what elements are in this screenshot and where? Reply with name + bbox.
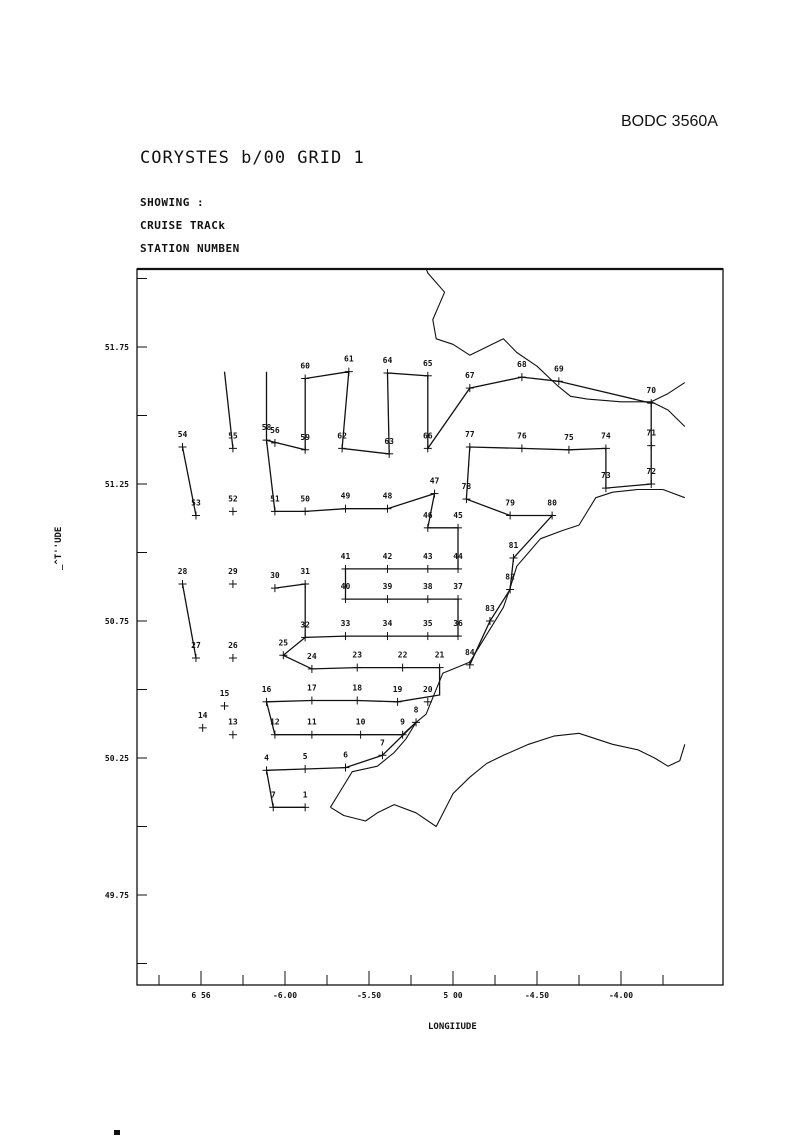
station-45 xyxy=(453,511,463,532)
station-label: 42 xyxy=(382,551,393,561)
x-tick-label: 6 56 xyxy=(191,991,211,1000)
station-label: 17 xyxy=(307,683,317,693)
station-28 xyxy=(178,567,188,588)
station-34 xyxy=(383,619,393,640)
station-37 xyxy=(453,582,463,603)
y-axis-title: _^T''UDE xyxy=(54,526,64,570)
station-label: 7 xyxy=(380,738,385,748)
station-76 xyxy=(517,431,527,452)
station-14 xyxy=(198,711,208,732)
station-19 xyxy=(393,685,403,706)
station-label: 39 xyxy=(382,582,393,592)
station-label: 25 xyxy=(278,638,289,648)
station-label: 28 xyxy=(177,567,188,577)
station-label: 59 xyxy=(300,432,310,442)
station-label: 53 xyxy=(191,498,201,508)
cruise-track xyxy=(183,372,652,808)
y-tick-label: 50.25 xyxy=(104,754,129,763)
station-65 xyxy=(423,359,433,380)
coastline-segment xyxy=(330,490,684,808)
station-39 xyxy=(383,582,393,603)
station-51 xyxy=(270,494,280,515)
station-label: 1 xyxy=(302,790,308,800)
station-label: 64 xyxy=(382,356,393,366)
station-label: 73 xyxy=(601,471,611,481)
station-12 xyxy=(270,718,280,739)
station-30 xyxy=(270,571,280,592)
station-label: 30 xyxy=(270,571,280,581)
station-label: 43 xyxy=(422,551,433,561)
station-label: 58 xyxy=(261,423,272,433)
station-22 xyxy=(398,651,408,672)
station-label: 15 xyxy=(219,688,230,698)
station-label: 31 xyxy=(300,567,310,577)
station-81 xyxy=(509,541,519,562)
y-tick-label: 51.25 xyxy=(104,480,129,489)
station-label: 9 xyxy=(400,717,406,727)
station-10 xyxy=(356,718,366,739)
station-label: 71 xyxy=(646,428,657,438)
station-label: 26 xyxy=(228,640,238,650)
station-label: 22 xyxy=(397,650,408,660)
station-21 xyxy=(435,651,445,672)
station-label: 62 xyxy=(337,431,347,441)
station-label: 19 xyxy=(392,684,403,694)
station-35 xyxy=(423,619,433,640)
station-label: 32 xyxy=(300,620,310,630)
station-label: 21 xyxy=(434,650,445,660)
station-label: 33 xyxy=(340,619,351,629)
station-label: 49 xyxy=(340,491,351,501)
station-label: 23 xyxy=(352,650,363,660)
station-42 xyxy=(383,552,393,573)
station-label: 45 xyxy=(453,510,463,520)
station-label: 5 xyxy=(302,751,308,761)
station-label: 52 xyxy=(228,494,238,504)
station-55 xyxy=(228,431,238,452)
station-label: 75 xyxy=(564,432,574,442)
station-41 xyxy=(341,552,351,573)
station-79 xyxy=(505,499,515,520)
station-label: 80 xyxy=(547,498,557,508)
station-label: 68 xyxy=(517,360,527,370)
y-tick-label: 50.75 xyxy=(104,617,129,626)
legend-line-3: STATION NUMBEN xyxy=(140,242,240,255)
legend-line-1: SHOWING : xyxy=(140,196,205,209)
station-label: 14 xyxy=(197,710,208,720)
station-label: 4 xyxy=(264,753,269,763)
station-4 xyxy=(263,753,271,774)
station-27 xyxy=(191,641,201,662)
station-label: 35 xyxy=(422,619,433,629)
coastline-segment xyxy=(651,402,685,427)
station-label: 74 xyxy=(601,431,611,441)
station-8 xyxy=(412,705,420,726)
station-label: 84 xyxy=(464,647,475,657)
station-label: 34 xyxy=(382,619,393,629)
station-26 xyxy=(228,641,238,662)
station-label: 13 xyxy=(228,717,238,727)
station-23 xyxy=(352,651,362,672)
reference-code: BODC 3560A xyxy=(621,113,718,130)
y-tick-label: 49.75 xyxy=(104,891,129,900)
station-label: 66 xyxy=(422,431,433,441)
x-tick-label: -4.00 xyxy=(608,991,634,1000)
station-label: 18 xyxy=(352,683,363,693)
corner-mark xyxy=(114,1130,120,1135)
map-title: CORYSTES b/00 GRID 1 xyxy=(140,148,365,168)
station-label: 29 xyxy=(228,567,238,577)
x-tick-label: -4.50 xyxy=(524,991,550,1000)
station-label: 51 xyxy=(270,494,280,504)
station-17 xyxy=(307,683,317,704)
station-5 xyxy=(301,752,309,773)
station-label: 27 xyxy=(191,640,201,650)
station-label: 24 xyxy=(307,651,317,661)
station-label: 65 xyxy=(422,358,433,368)
station-label: 8 xyxy=(413,705,419,715)
x-tick-label: -5.50 xyxy=(356,991,382,1000)
station-label: 77 xyxy=(464,430,475,440)
station-50 xyxy=(300,494,310,515)
station-label: 63 xyxy=(384,436,394,446)
station-label: 83 xyxy=(485,604,495,613)
station-label: 82 xyxy=(505,572,515,582)
station-33 xyxy=(341,619,351,640)
station-67 xyxy=(465,371,475,392)
station-43 xyxy=(423,552,433,573)
station-7 xyxy=(269,790,277,811)
x-axis-title: LONGIIUDE xyxy=(428,1022,477,1032)
station-label: 70 xyxy=(646,386,657,396)
station-label: 61 xyxy=(344,354,354,364)
x-tick-label: 5 00 xyxy=(443,991,463,1000)
station-label: 60 xyxy=(300,361,310,371)
station-label: 20 xyxy=(422,684,433,694)
station-label: 47 xyxy=(429,476,440,486)
station-label: 54 xyxy=(177,430,188,440)
station-9 xyxy=(399,718,407,739)
station-52 xyxy=(228,494,238,515)
station-46 xyxy=(423,511,433,532)
station-25 xyxy=(278,638,288,659)
station-label: 38 xyxy=(422,582,433,592)
station-label: 78 xyxy=(461,482,472,492)
station-label: 67 xyxy=(464,371,475,381)
station-label: 36 xyxy=(453,619,463,629)
station-label: 6 xyxy=(343,750,348,760)
station-13 xyxy=(228,718,238,739)
station-75 xyxy=(564,433,574,454)
station-label: 50 xyxy=(300,494,310,504)
station-24 xyxy=(307,652,317,673)
station-label: 69 xyxy=(554,364,564,374)
station-label: 7 xyxy=(270,790,276,800)
y-tick-label: 51.75 xyxy=(104,343,129,352)
station-label: 48 xyxy=(382,491,393,501)
station-label: 37 xyxy=(453,582,463,592)
station-label: 79 xyxy=(505,498,515,508)
station-1 xyxy=(301,790,309,811)
station-label: 11 xyxy=(307,717,317,727)
legend-line-2: CRUISE TRACk xyxy=(140,219,226,232)
stations xyxy=(178,355,657,812)
station-label: 44 xyxy=(453,551,463,561)
station-38 xyxy=(423,582,433,603)
station-6 xyxy=(341,751,349,772)
coastline-segment xyxy=(330,733,684,826)
station-15 xyxy=(220,689,230,710)
station-label: 72 xyxy=(646,467,657,476)
station-label: 81 xyxy=(508,540,519,550)
station-label: 40 xyxy=(340,582,351,592)
station-53 xyxy=(191,499,201,520)
station-label: 16 xyxy=(261,684,272,694)
station-48 xyxy=(383,492,393,513)
station-18 xyxy=(352,683,362,704)
coastline-segment xyxy=(419,251,684,402)
x-tick-label: -6.00 xyxy=(272,991,298,1000)
station-label: 10 xyxy=(355,717,366,727)
station-29 xyxy=(228,567,238,588)
station-11 xyxy=(307,718,317,739)
station-label: 56 xyxy=(270,425,280,435)
station-80 xyxy=(547,499,557,520)
station-16 xyxy=(262,685,272,706)
station-label: 76 xyxy=(517,431,527,441)
station-label: 41 xyxy=(340,551,351,561)
station-label: 12 xyxy=(270,717,280,727)
station-74 xyxy=(601,431,611,452)
station-label: 55 xyxy=(228,431,238,441)
station-77 xyxy=(465,430,475,451)
station-54 xyxy=(178,430,188,451)
station-label: 46 xyxy=(422,510,433,520)
station-60 xyxy=(300,362,310,383)
